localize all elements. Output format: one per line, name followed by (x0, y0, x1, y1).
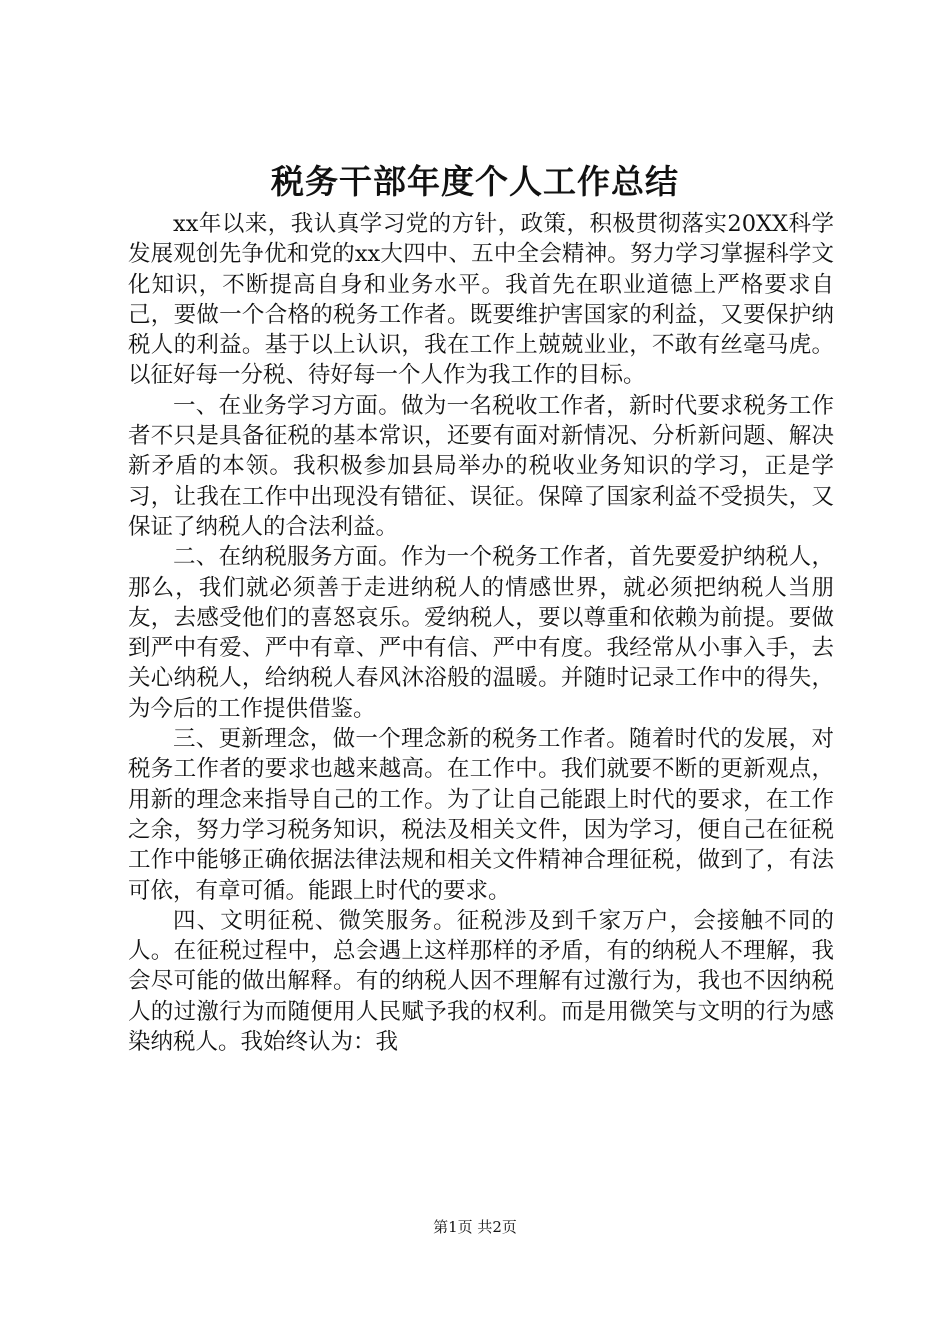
paragraph-civilized-tax: 四、文明征税、微笑服务。征税涉及到千家万户，会接触不同的人。在征税过程中，总会遇上这样那样的矛盾，有的纳税人不理解，我会尽可能的做出解释。有的纳税人因不理解有过激行为，我也不因纳税人的过激行为而随便用人民赋予我的权利。而是用微笑与文明的行为感染纳税人。我始终认为：我 (128, 907, 834, 1056)
paragraph-new-ideas: 三、更新理念，做一个理念新的税务工作者。随着时代的发展，对税务工作者的要求也越来越高。在工作中。我们就要不断的更新观点，用新的理念来指导自己的工作。为了让自己能跟上时代的要求，在工作之余，努力学习税务知识，税法及相关文件，因为学习，便自己在征税工作中能够正确依据法律法规和相关文件精神合理征税，做到了，有法可依，有章可循。能跟上时代的要求。 (128, 726, 834, 904)
paragraph-taxpayer-service: 二、在纳税服务方面。作为一个税务工作者，首先要爱护纳税人，那么，我们就必须善于走进纳税人的情感世界，就必须把纳税人当朋友，去感受他们的喜怒哀乐。爱纳税人，要以尊重和依赖为前提。要做到严中有爱、严中有章、严中有信、严中有度。我经常从小事入手，去关心纳税人，给纳税人春风沐浴般的温暖。并随时记录工作中的得失，为今后的工作提供借鉴。 (128, 544, 834, 722)
document-title: 税务干部年度个人工作总结 (271, 162, 679, 201)
page-footer: 第1页 共2页 (433, 1218, 517, 1236)
paragraph-business-study: 一、在业务学习方面。做为一名税收工作者，新时代要求税务工作者不只是具备征税的基本常识，还要有面对新情况、分析新问题、解决新矛盾的本领。我积极参加县局举办的税收业务知识的学习，正是学习，让我在工作中出现没有错征、误征。保障了国家利益不受损失，又保证了纳税人的合法利益。 (128, 392, 834, 540)
document-body (128, 209, 834, 1057)
paragraph-intro: xx年以来，我认真学习党的方针，政策，积极贯彻落实20XX科学发展观创先争优和党的xx大四中、五中全会精神。努力学习掌握科学文化知识，不断提高自身和业务水平。我首先在职业道德上严格要求自己，要做一个合格的税务工作者。既要维护害国家的利益，又要保护纳税人的利益。基于以上认识，我在工作上兢兢业业，不敢有丝毫马虎。以征好每一分税、待好每一个人作为我工作的目标。 (128, 211, 834, 389)
